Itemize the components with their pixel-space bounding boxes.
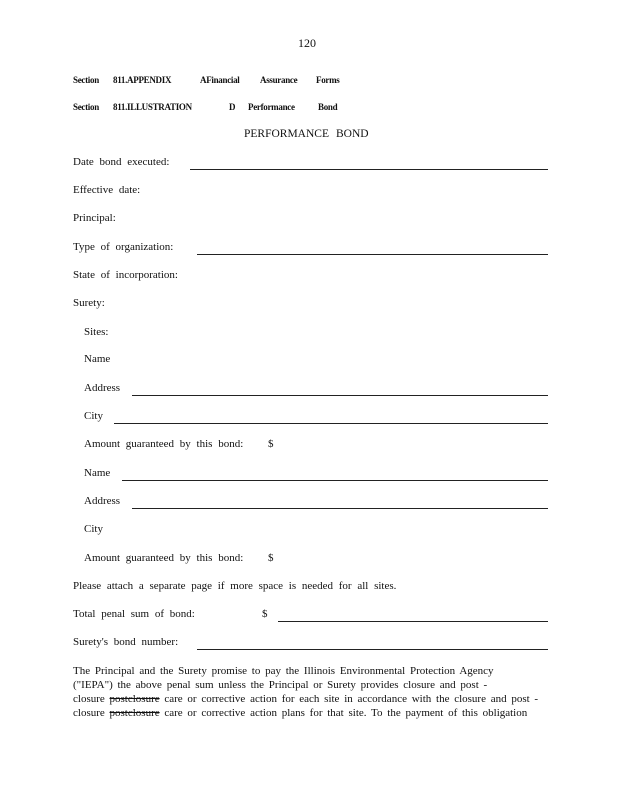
header-col4: Performance (248, 102, 295, 112)
site1-name-label: Name (84, 353, 111, 365)
header-col4: Assurance (260, 75, 298, 85)
state-of-incorporation-label: State of incorporation: (73, 269, 178, 281)
header-col5: Bond (318, 102, 338, 112)
site2-address-field[interactable] (132, 508, 548, 509)
header-col3: AFinancial (200, 75, 240, 85)
header-section-number: 811.ILLUSTRATION (113, 102, 192, 112)
type-of-organization-label: Type of organization: (73, 241, 174, 253)
site2-city-label: City (84, 523, 103, 535)
sureties-bond-number-field[interactable] (197, 649, 548, 650)
principal-label: Principal: (73, 212, 116, 224)
site1-address-field[interactable] (132, 395, 548, 396)
site2-address-label: Address (84, 495, 121, 507)
date-bond-executed-label: Date bond executed: (73, 156, 170, 168)
header-col5: Forms (316, 75, 340, 85)
paragraph-line: ("IEPA") the above penal sum unless the Principal or Surety provides closure and post - (73, 679, 488, 691)
site1-dollar-sign: $ (268, 438, 274, 450)
date-bond-executed-field[interactable] (190, 169, 548, 170)
total-penal-sum-label: Total penal sum of bond: (73, 608, 195, 620)
paragraph-line: closure postclosure care or corrective action for each site in accordance with the closure and post - (73, 693, 539, 705)
title-left: PERFORMANCE (244, 128, 329, 140)
site1-amount-label: Amount guaranteed by this bond: (84, 438, 244, 450)
sites-label: Sites: (84, 326, 109, 338)
header-section-label: Section (73, 75, 99, 85)
site1-city-field[interactable] (114, 423, 548, 424)
site1-address-label: Address (84, 382, 121, 394)
obligation-paragraph (73, 664, 543, 720)
struck-text: postclosure (109, 707, 160, 719)
effective-date-label: Effective date: (73, 184, 141, 196)
site2-dollar-sign: $ (268, 552, 274, 564)
surety-label: Surety: (73, 297, 105, 309)
struck-text: postclosure (109, 693, 160, 705)
paragraph-line: closure postclosure care or corrective action plans for that site. To the payment of this obligation (73, 707, 528, 719)
title-right: BOND (336, 128, 369, 140)
sureties-bond-number-label: Surety's bond number: (73, 636, 179, 648)
total-penal-sum-field[interactable] (278, 621, 548, 622)
header-col3: D (229, 102, 236, 112)
site2-name-label: Name (84, 467, 111, 479)
site2-name-field[interactable] (122, 480, 548, 481)
header-section-number: 811.APPENDIX (113, 75, 172, 85)
page-number: 120 (298, 36, 316, 50)
site2-amount-label: Amount guaranteed by this bond: (84, 552, 244, 564)
site1-city-label: City (84, 410, 103, 422)
total-penal-sum-dollar: $ (262, 608, 268, 620)
paragraph-line: The Principal and the Surety promise to pay the Illinois Environmental Protection Agency (73, 665, 494, 677)
type-of-organization-field[interactable] (197, 254, 548, 255)
header-section-label: Section (73, 102, 99, 112)
attach-page-note: Please attach a separate page if more space is needed for all sites. (73, 580, 397, 592)
